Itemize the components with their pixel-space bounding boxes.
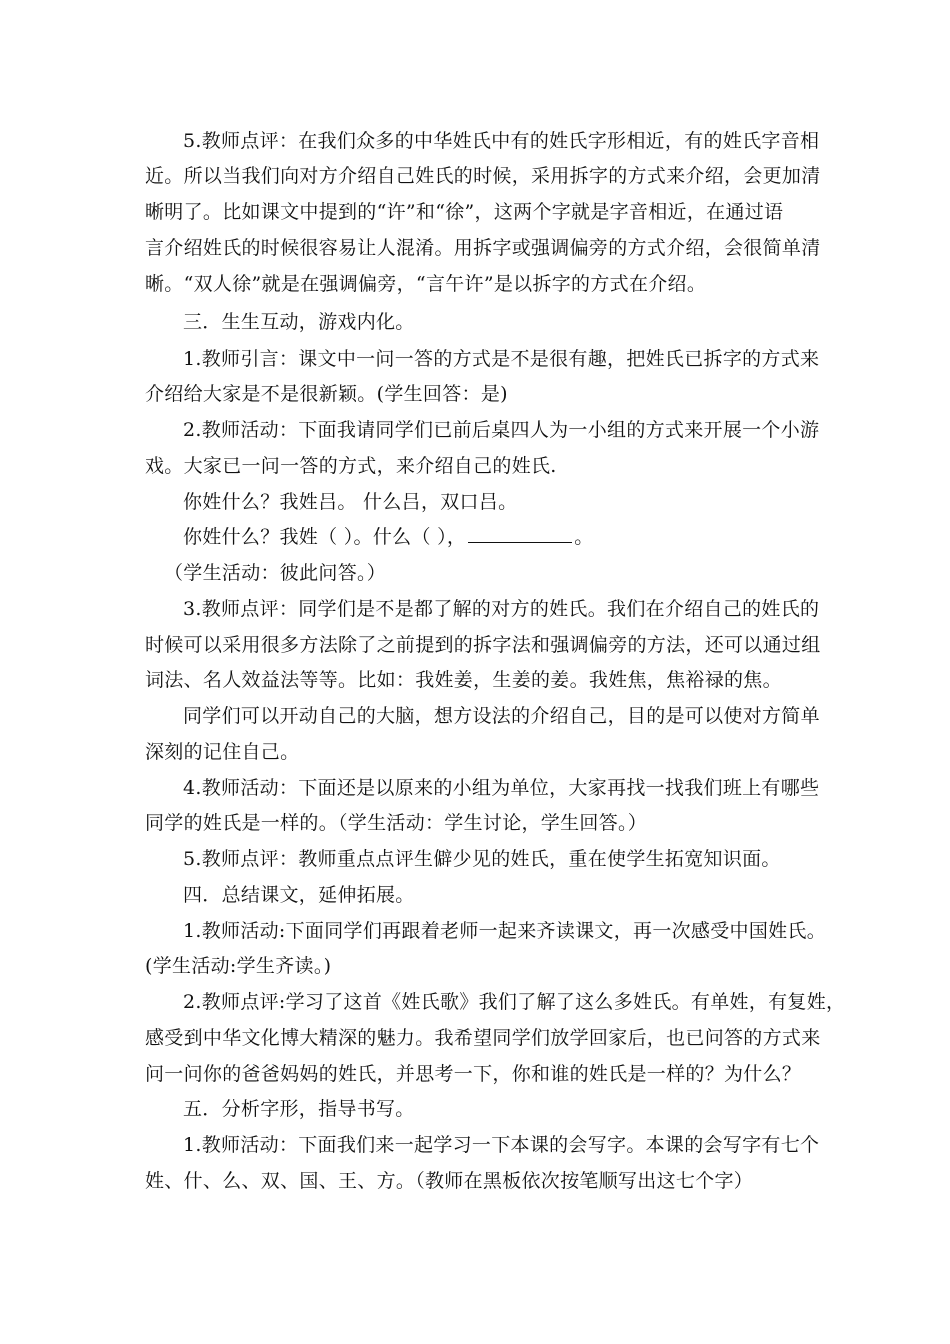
- paragraph-line: 同学们可以开动自己的大脑，想方设法的介绍自己，目的是可以使对方简单: [183, 705, 820, 727]
- fill-in-blank-end: 。: [574, 526, 594, 548]
- paragraph-line: 介绍给大家是不是很新颖。(学生回答：是): [145, 383, 508, 405]
- paragraph-line: 近。所以当我们向对方介绍自己姓氏的时候，采用拆字的方式来介绍，会更加清: [145, 165, 821, 187]
- paragraph-line: 姓、什、么、双、国、王、方。（教师在黑板依次按笔顺写出这七个字）: [145, 1170, 754, 1192]
- paragraph-line: 词法、名人效益法等等。比如：我姓姜，生姜的姜。我姓焦，焦裕禄的焦。: [145, 669, 782, 691]
- paragraph-line: 时候可以采用很多方法除了之前提到的拆字法和强调偏旁的方法，还可以通过组: [145, 634, 821, 656]
- paragraph-line: 2.教师活动：下面我请同学们已前后桌四人为一小组的方式来开展一个小游: [183, 419, 820, 441]
- paragraph-line: （学生活动：彼此问答。）: [164, 562, 387, 584]
- paragraph-line: 3.教师点评：同学们是不是都了解的对方的姓氏。我们在介绍自己的姓氏的: [183, 598, 820, 620]
- paragraph-line: 晰明了。比如课文中提到的“许”和“徐”，这两个字就是字音相近，在通过语: [145, 201, 784, 223]
- paragraph-line: 2.教师点评:学习了这首《姓氏歌》我们了解了这么多姓氏。有单姓，有复姓，: [183, 991, 846, 1013]
- paragraph-line: 1.教师活动:下面同学们再跟着老师一起来齐读课文，再一次感受中国姓氏。: [183, 920, 827, 942]
- section-heading: 四．总结课文，延伸拓展。: [183, 884, 415, 906]
- paragraph-line: 同学的姓氏是一样的。（学生活动：学生讨论，学生回答。）: [145, 812, 648, 834]
- paragraph-line: 戏。大家已一问一答的方式，来介绍自己的姓氏.: [145, 455, 557, 477]
- paragraph-line: 言介绍姓氏的时候很容易让人混淆。用拆字或强调偏旁的方式介绍，会很简单清: [145, 237, 821, 259]
- section-heading: 五．分析字形，指导书写。: [183, 1098, 415, 1120]
- paragraph-line: 4.教师活动：下面还是以原来的小组为单位，大家再找一找我们班上有哪些: [183, 777, 820, 799]
- paragraph-line: 问一问你的爸爸妈妈的姓氏，并思考一下，你和谁的姓氏是一样的？为什么？: [145, 1063, 802, 1085]
- paragraph-line: 感受到中华文化博大精深的魅力。我希望同学们放学回家后，也已问答的方式来: [145, 1027, 821, 1049]
- paragraph-line: (学生活动:学生齐读。): [145, 955, 332, 977]
- fill-in-blank-prompt: 你姓什么？我姓（ ）。什么（ ），: [183, 526, 467, 548]
- paragraph-line: 深刻的记住自己。: [145, 741, 300, 763]
- answer-blank: [468, 524, 572, 543]
- paragraph-line: 1.教师引言：课文中一问一答的方式是不是很有趣，把姓氏已拆字的方式来: [183, 348, 820, 370]
- section-heading: 三．生生互动，游戏内化。: [183, 311, 415, 333]
- fill-in-blank-line: [183, 524, 594, 550]
- paragraph-line: 5.教师点评：教师重点点评生僻少见的姓氏，重在使学生拓宽知识面。: [183, 848, 781, 870]
- paragraph-line: 1.教师活动：下面我们来一起学习一下本课的会写字。本课的会写字有七个: [183, 1134, 820, 1156]
- paragraph-line: 晰。“双人徐”就是在强调偏旁，“言午许”是以拆字的方式在介绍。: [145, 273, 707, 295]
- dialogue-example-line: 你姓什么？我姓吕。 什么吕，双口吕。: [183, 491, 518, 513]
- paragraph-line: 5.教师点评：在我们众多的中华姓氏中有的姓氏字形相近，有的姓氏字音相: [183, 130, 820, 152]
